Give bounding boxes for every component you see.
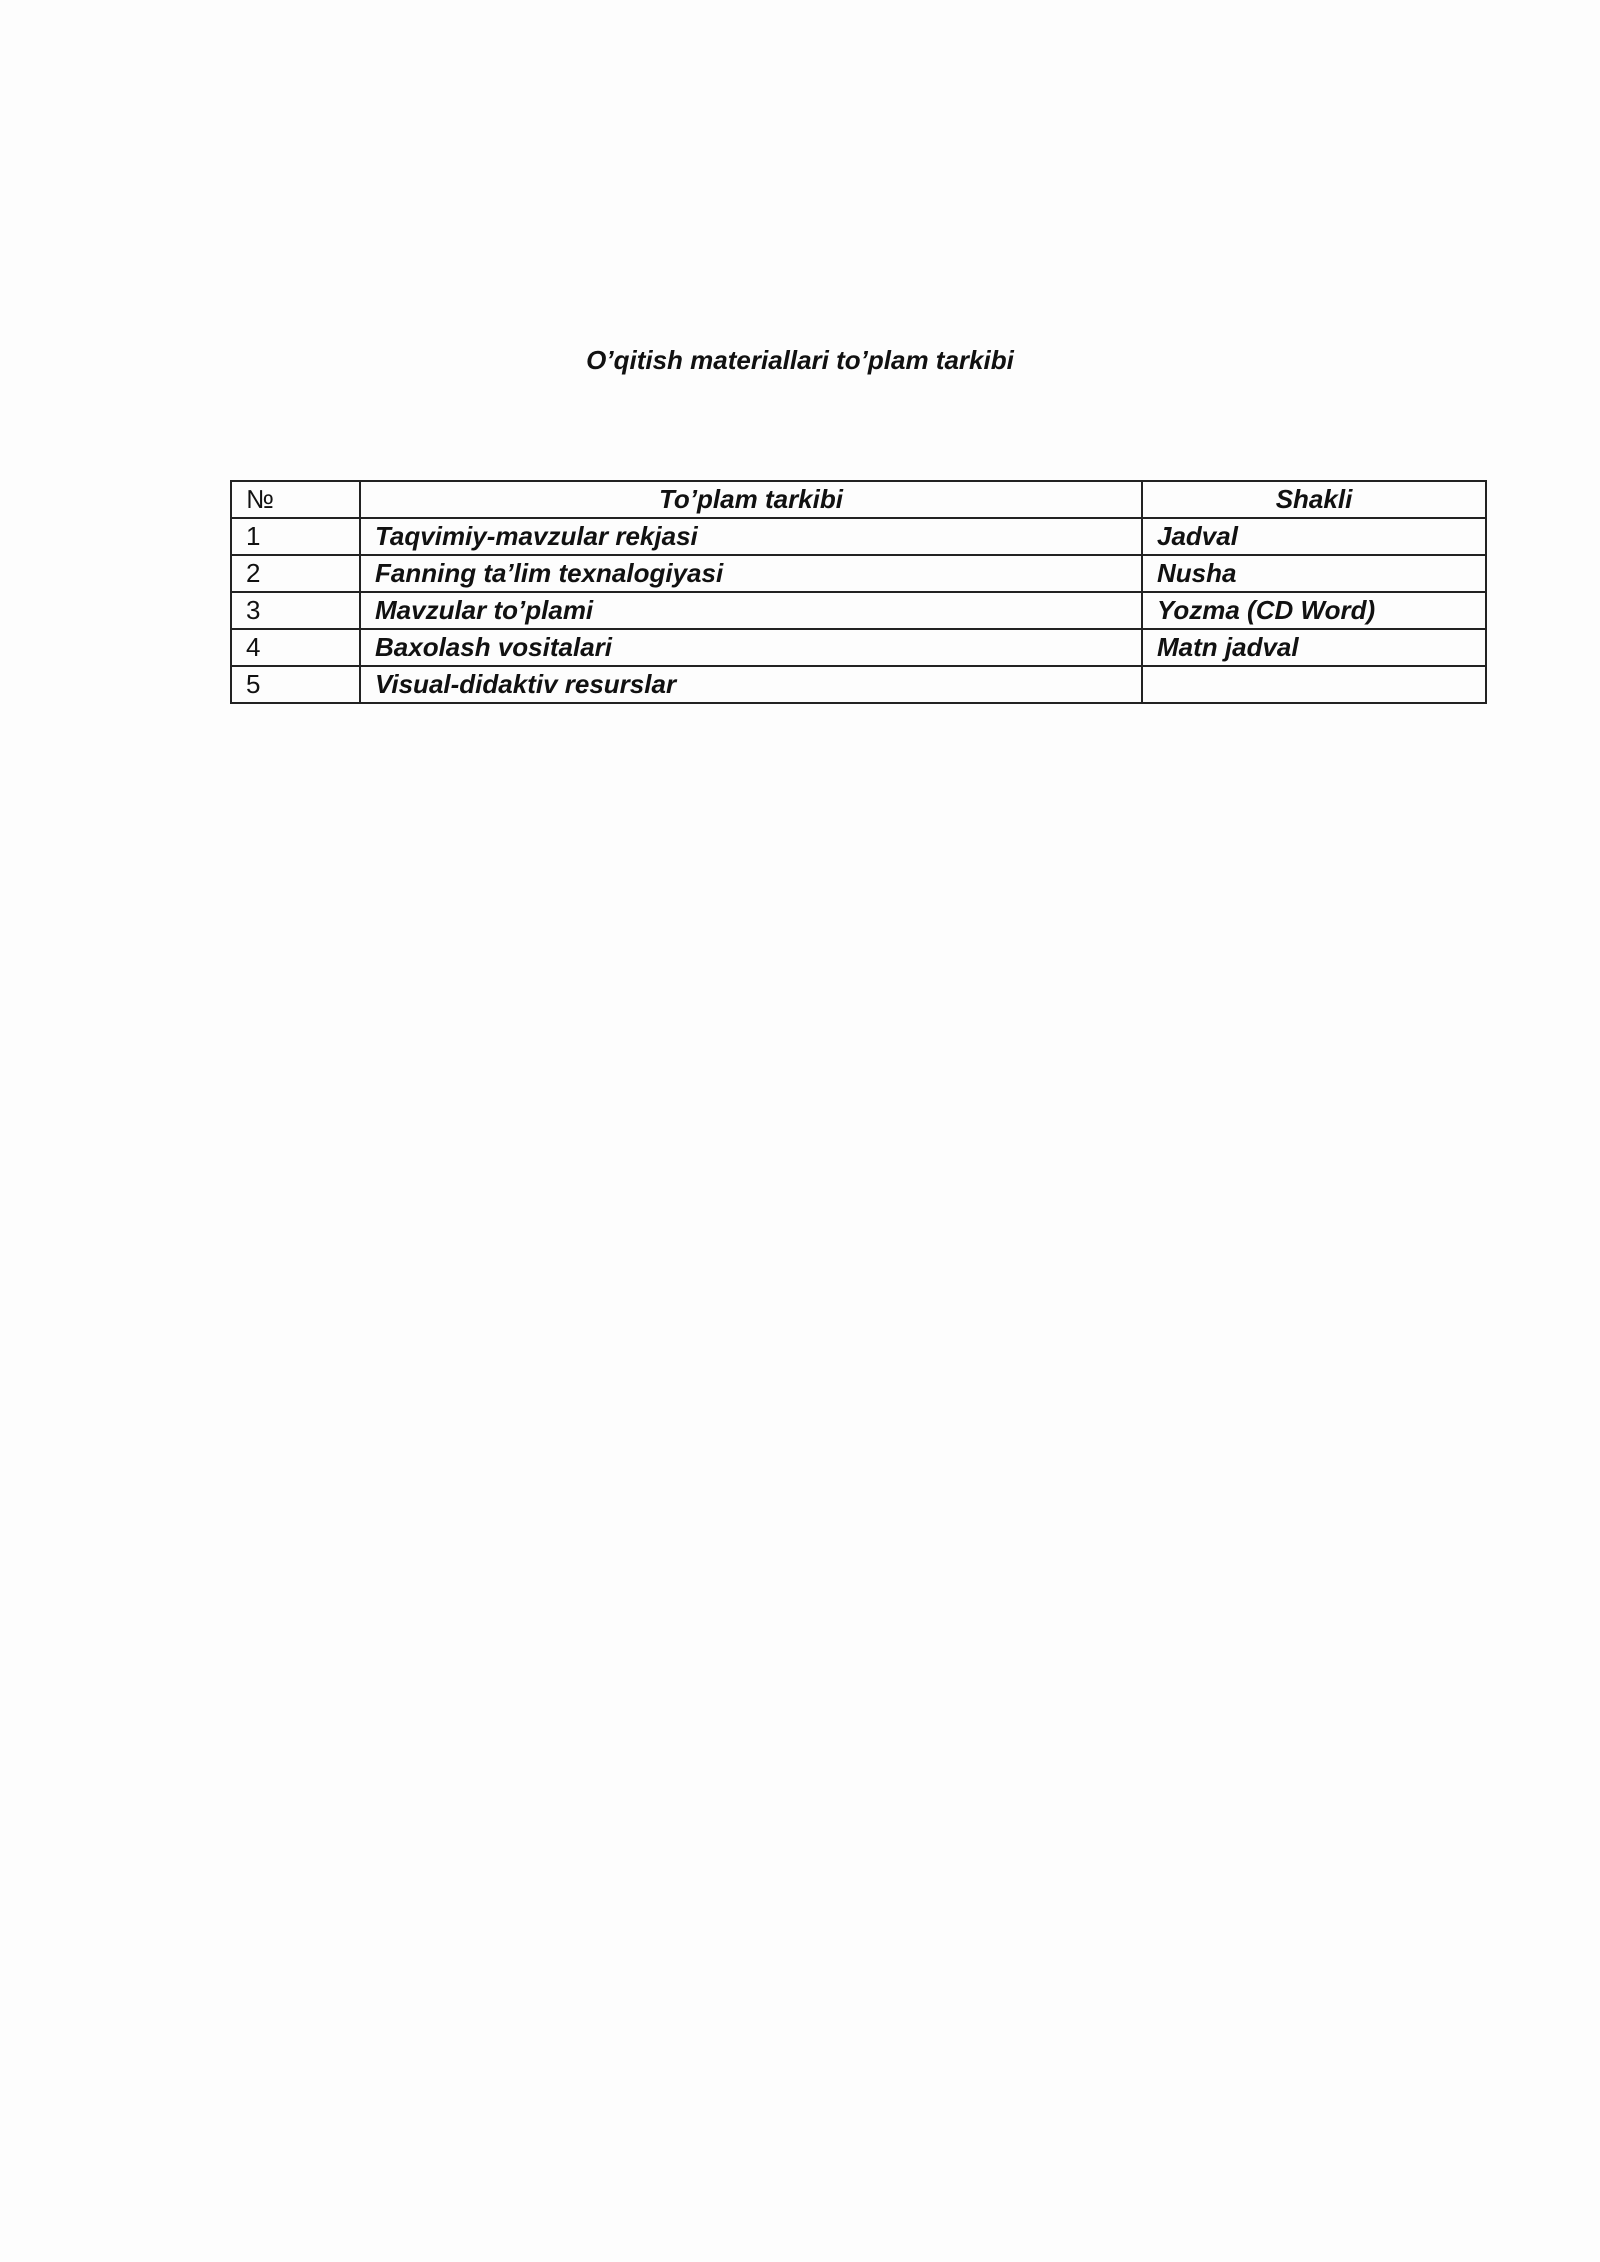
- table-row: [231, 592, 1486, 629]
- materials-table: [230, 480, 1487, 704]
- row-composition: Fanning ta’lim texnalogiyasi: [360, 555, 1142, 592]
- row-number: 1: [231, 518, 360, 555]
- row-number: 3: [231, 592, 360, 629]
- row-form: Nusha: [1142, 555, 1486, 592]
- row-form: Jadval: [1142, 518, 1486, 555]
- row-composition: Mavzular to’plami: [360, 592, 1142, 629]
- row-composition: Visual-didaktiv resurslar: [360, 666, 1142, 703]
- row-form: Matn jadval: [1142, 629, 1486, 666]
- header-composition: To’plam tarkibi: [360, 481, 1142, 518]
- row-form: Yozma (CD Word): [1142, 592, 1486, 629]
- page-title: O’qitish materiallari to’plam tarkibi: [586, 345, 1014, 375]
- row-composition: Taqvimiy-mavzular rekjasi: [360, 518, 1142, 555]
- header-number: №: [231, 481, 360, 518]
- table-header-row: [231, 481, 1486, 518]
- row-number: 4: [231, 629, 360, 666]
- row-form: [1142, 666, 1486, 703]
- row-number: 5: [231, 666, 360, 703]
- row-number: 2: [231, 555, 360, 592]
- table-row: [231, 518, 1486, 555]
- table-row: [231, 629, 1486, 666]
- table-row: [231, 555, 1486, 592]
- header-form: Shakli: [1142, 481, 1486, 518]
- table-row: [231, 666, 1486, 703]
- row-composition: Baxolash vositalari: [360, 629, 1142, 666]
